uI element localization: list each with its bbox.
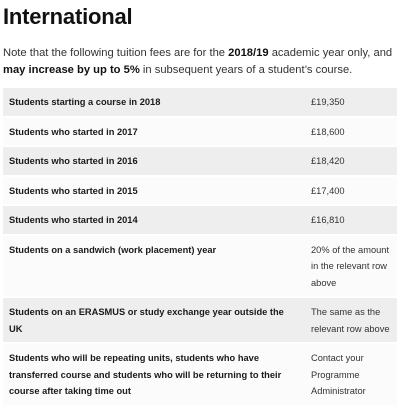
fee-row bbox=[3, 117, 397, 147]
academic-year: 2018/19 bbox=[228, 47, 269, 59]
intro-part-3: in subsequent years of a student’s course. bbox=[139, 64, 353, 76]
fee-row-label: Students on a sandwich (work placement) year bbox=[3, 235, 303, 298]
fee-row-value: The same as the relevant row above bbox=[303, 297, 397, 343]
fee-row-label: Students who started in 2014 bbox=[3, 205, 303, 235]
fee-increase-note: may increase by up to 5% bbox=[3, 64, 140, 76]
fee-row-label: Students who will be repeating units, students who have transferred course and students who will be returning to their course after taking time out bbox=[3, 343, 303, 406]
fee-row-label: Students who started in 2015 bbox=[3, 176, 303, 206]
fee-row bbox=[3, 88, 397, 117]
fee-row-value: £16,810 bbox=[303, 205, 397, 235]
intro-text bbox=[3, 45, 397, 79]
fee-row bbox=[3, 146, 397, 176]
intro-part-1: Note that the following tuition fees are for the bbox=[3, 47, 229, 59]
fee-row-value: Contact your Programme Administrator bbox=[303, 343, 397, 406]
tuition-fees-table bbox=[3, 88, 397, 407]
fee-row-value: 20% of the amount in the relevant row above bbox=[303, 235, 397, 298]
fee-row-value: £17,400 bbox=[303, 176, 397, 206]
intro-part-2: academic year only, and bbox=[268, 47, 393, 59]
fee-row bbox=[3, 235, 397, 298]
fee-row-label: Students who started in 2016 bbox=[3, 146, 303, 176]
fee-row-value: £18,420 bbox=[303, 146, 397, 176]
fee-row-value: £18,600 bbox=[303, 117, 397, 147]
fee-row bbox=[3, 205, 397, 235]
fee-row bbox=[3, 176, 397, 206]
fee-row bbox=[3, 297, 397, 343]
fee-row-label: Students starting a course in 2018 bbox=[3, 88, 303, 117]
fee-row bbox=[3, 343, 397, 406]
page-title: International bbox=[3, 4, 133, 29]
fee-row-label: Students on an ERASMUS or study exchange year outside the UK bbox=[3, 297, 303, 343]
fee-row-label: Students who started in 2017 bbox=[3, 117, 303, 147]
fee-row-value: £19,350 bbox=[303, 88, 397, 117]
